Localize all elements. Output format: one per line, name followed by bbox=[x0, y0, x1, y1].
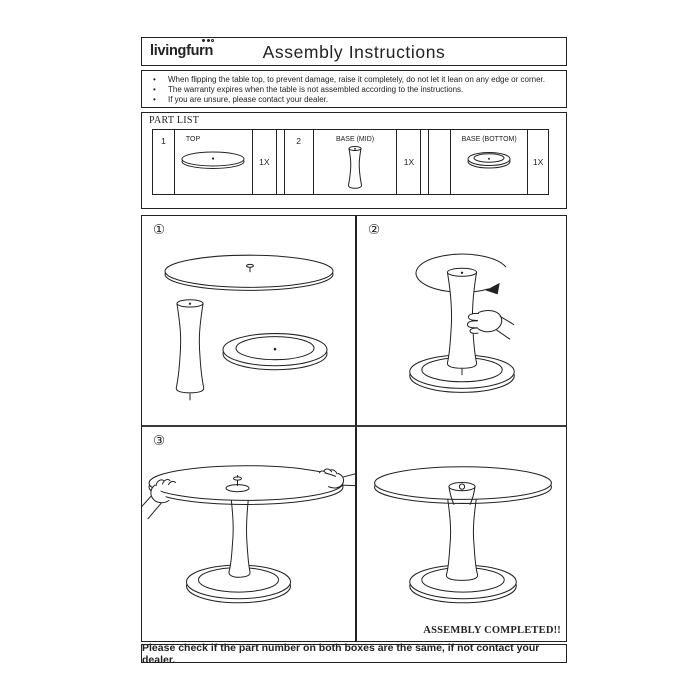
table-top-drawing bbox=[165, 255, 333, 290]
hand-icon bbox=[467, 311, 513, 340]
step-3-drawing bbox=[142, 427, 355, 641]
part-name: TOP bbox=[185, 136, 201, 143]
document-header bbox=[141, 37, 567, 66]
assembly-completed-label: ASSEMBLY COMPLETED!! bbox=[423, 625, 561, 636]
assembly-steps-grid bbox=[141, 215, 567, 642]
document-title: Assembly Instructions bbox=[262, 42, 446, 62]
bullet-icon: • bbox=[153, 84, 156, 94]
step-4-panel bbox=[357, 427, 566, 641]
table-top-drawing bbox=[149, 466, 343, 505]
step-number: ① bbox=[153, 222, 166, 238]
bullet-icon: • bbox=[153, 74, 156, 84]
step-1-panel bbox=[142, 216, 357, 427]
table-top-part-icon bbox=[178, 143, 248, 179]
note-text: The warranty expires when the table is not assembled according to the instructions. bbox=[168, 84, 464, 94]
part-qty: 1X bbox=[527, 129, 549, 195]
part-base-mid bbox=[313, 129, 398, 195]
base-bottom-part-icon bbox=[461, 147, 517, 175]
note-line bbox=[142, 75, 566, 85]
base-mid-drawing bbox=[176, 300, 203, 400]
footer-note bbox=[141, 641, 567, 666]
part-number: 2 bbox=[284, 129, 314, 195]
step-3-panel bbox=[142, 427, 357, 641]
note-text: When flipping the table top, to prevent damage, raise it completely, do not let it lean on any edge or corner. bbox=[168, 74, 545, 84]
note-line bbox=[142, 95, 566, 105]
warning-notes bbox=[141, 70, 567, 108]
brand-name: livingfurn bbox=[150, 43, 214, 59]
step-1-drawing bbox=[142, 216, 355, 425]
step-4-drawing bbox=[357, 427, 566, 641]
note-line bbox=[142, 85, 566, 95]
part-name: BASE (BOTTOM) bbox=[461, 136, 517, 143]
bullet-icon: • bbox=[153, 95, 156, 105]
base-bottom-drawing bbox=[223, 334, 327, 370]
part-qty: 1X bbox=[252, 129, 277, 195]
part-qty: 1X bbox=[396, 129, 421, 195]
step-number: ③ bbox=[153, 433, 166, 449]
part-top bbox=[174, 129, 253, 195]
part-base-bottom bbox=[450, 129, 528, 195]
part-number: 1 bbox=[152, 129, 175, 195]
part-list-section bbox=[141, 112, 567, 209]
step-2-drawing bbox=[357, 216, 566, 425]
part-list-title: PART LIST bbox=[149, 115, 200, 126]
step-2-panel bbox=[357, 216, 566, 427]
part-list-row bbox=[152, 129, 549, 195]
part-name: BASE (MID) bbox=[335, 136, 375, 143]
part-number bbox=[428, 129, 451, 195]
base-mid-drawing bbox=[229, 488, 250, 577]
step-number: ② bbox=[368, 222, 381, 238]
note-text: If you are unsure, please contact your dealer. bbox=[168, 95, 329, 105]
footer-text: Please check if the part number on both boxes are the same, if not contact your dealer. bbox=[142, 641, 540, 666]
base-mid-part-icon bbox=[342, 145, 368, 191]
